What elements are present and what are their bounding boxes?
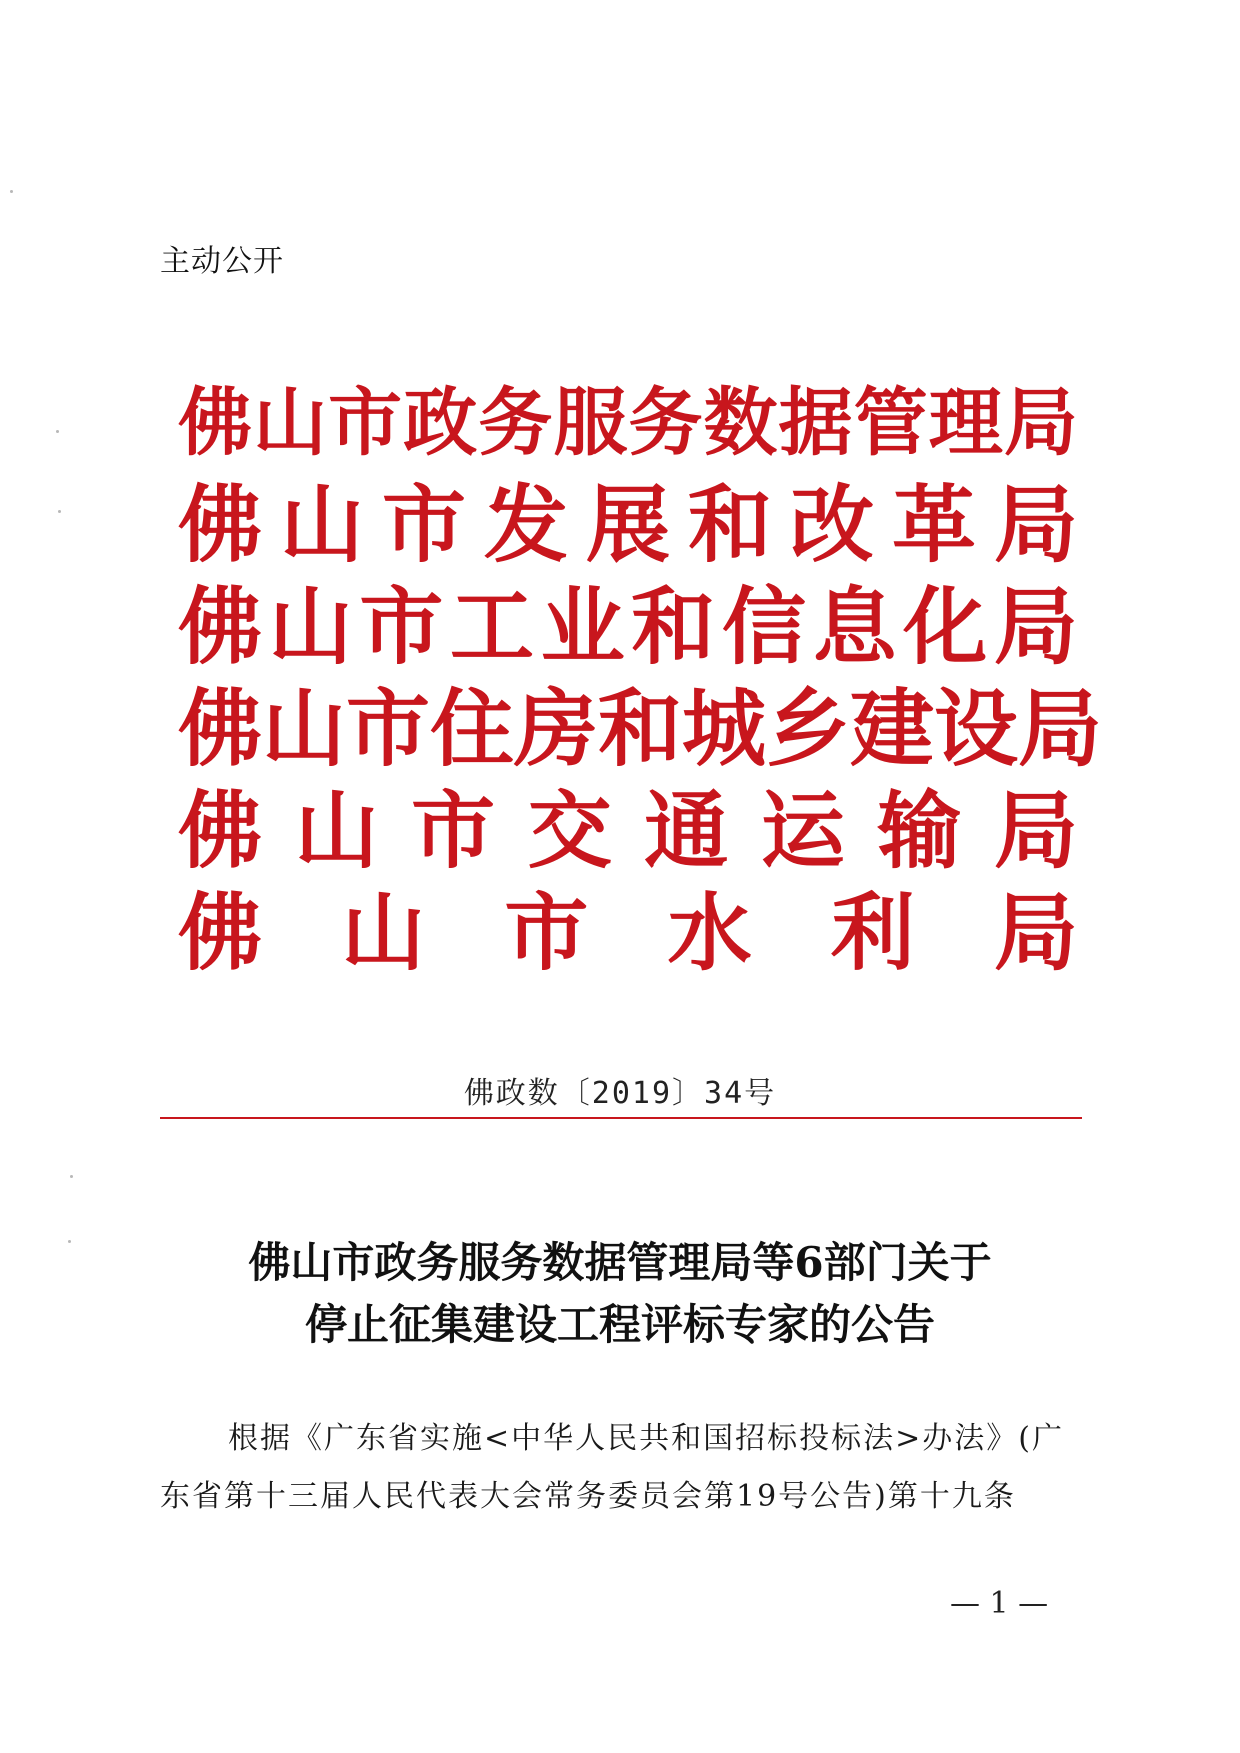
body-paragraph <box>160 1410 1082 1526</box>
issuer-char: 市 <box>359 577 444 676</box>
issuer-char: 佛 <box>178 380 252 466</box>
issuer-char: 水 <box>667 883 752 982</box>
issuer-char: 山 <box>253 380 328 466</box>
issuer-char: 佛 <box>178 883 263 982</box>
issuer-char: 服 <box>553 380 628 466</box>
issuer-char: 务 <box>628 380 703 466</box>
issuer-char: 山 <box>262 679 347 778</box>
issuer-char: 市 <box>504 883 589 982</box>
issuer-line <box>178 780 1078 882</box>
issuer-char: 佛 <box>178 475 263 574</box>
scan-speck <box>56 430 59 433</box>
issuer-char: 山 <box>341 883 426 982</box>
issuer-char: 化 <box>903 577 988 676</box>
issuer-char: 发 <box>484 475 569 574</box>
title-line-1: 佛山市政务服务数据管理局等6部门关于 <box>248 1238 992 1287</box>
issuer-char: 和 <box>631 577 716 676</box>
issuer-line <box>178 678 1103 780</box>
issuer-line <box>178 372 1078 474</box>
disclosure-label: 主动公开 <box>160 244 284 279</box>
issuer-char: 市 <box>328 380 403 466</box>
issuer-char: 山 <box>280 475 365 574</box>
scan-speck <box>70 1175 73 1178</box>
issuer-char: 房 <box>514 679 599 778</box>
issuer-line <box>178 576 1078 678</box>
issuer-line <box>178 474 1078 576</box>
issuer-char: 市 <box>411 781 496 880</box>
issuer-char: 革 <box>892 475 977 574</box>
issuer-char: 政 <box>403 380 478 466</box>
issuer-char: 市 <box>346 679 431 778</box>
issuer-char: 交 <box>527 781 612 880</box>
issuer-char: 运 <box>760 781 845 880</box>
issuer-char: 局 <box>993 577 1078 676</box>
issuer-char: 输 <box>877 781 962 880</box>
issuer-char: 和 <box>688 475 773 574</box>
red-divider <box>160 1117 1082 1119</box>
issuer-char: 佛 <box>178 781 263 880</box>
issuer-char: 设 <box>934 679 1019 778</box>
issuer-char: 山 <box>294 781 379 880</box>
issuer-char: 乡 <box>766 679 851 778</box>
issuer-char: 务 <box>478 380 553 466</box>
issuer-char: 息 <box>812 577 897 676</box>
issuer-char: 局 <box>993 883 1078 982</box>
issuer-char: 和 <box>598 679 683 778</box>
issuer-char: 通 <box>644 781 729 880</box>
issuer-char: 佛 <box>178 577 263 676</box>
issuer-char: 住 <box>430 679 515 778</box>
scan-speck <box>10 190 13 193</box>
issuer-line <box>178 882 1078 984</box>
issuer-char: 局 <box>1018 679 1103 778</box>
issuer-char: 数 <box>703 380 778 466</box>
title-line-2: 停止征集建设工程评标专家的公告 <box>304 1300 935 1349</box>
body-line-1: 根据《广东省实施<中华人民共和国招标投标法>办法》(广 <box>228 1421 1064 1456</box>
issuer-char: 据 <box>778 380 853 466</box>
issuer-char: 市 <box>382 475 467 574</box>
issuer-char: 局 <box>994 475 1079 574</box>
issuer-char: 管 <box>853 380 928 466</box>
issuer-char: 展 <box>586 475 671 574</box>
issuer-char: 信 <box>721 577 806 676</box>
issuer-char: 工 <box>449 577 534 676</box>
body-line-2: 东省第十三届人民代表大会常务委员会第19号公告)第十九条 <box>160 1479 1016 1514</box>
issuer-char: 改 <box>790 475 875 574</box>
issuer-char: 城 <box>682 679 767 778</box>
issuer-char: 利 <box>830 883 915 982</box>
issuer-char: 局 <box>993 781 1078 880</box>
scan-speck <box>58 510 61 513</box>
issuer-char: 理 <box>928 380 1003 466</box>
issuer-char: 业 <box>540 577 625 676</box>
issuer-char: 佛 <box>178 679 263 778</box>
document-number: 佛政数〔2019〕34号 <box>463 1076 777 1111</box>
issuer-char: 建 <box>850 679 935 778</box>
issuer-char: 局 <box>1003 380 1078 466</box>
page-number: — 1 — <box>950 1586 1049 1621</box>
document-title <box>0 1232 1240 1356</box>
issuer-char: 山 <box>268 577 353 676</box>
issuing-authorities <box>178 372 1103 984</box>
